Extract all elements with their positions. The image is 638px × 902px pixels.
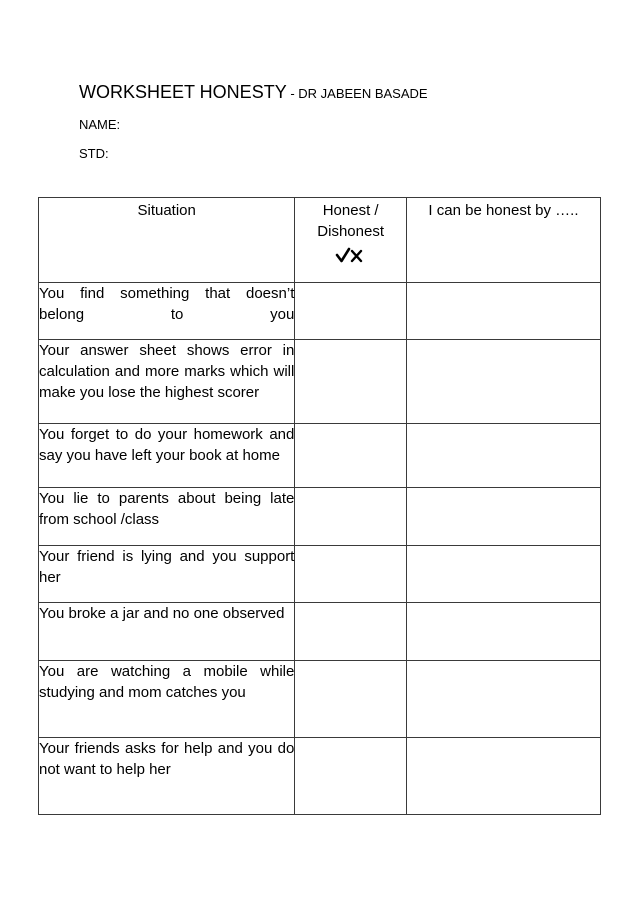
situation-header-label: Situation xyxy=(137,202,196,219)
honest-dishonest-answer-cell[interactable] xyxy=(295,340,407,424)
honest-dishonest-answer-cell[interactable] xyxy=(295,488,407,546)
can-be-honest-header-label: I can be honest by ….. xyxy=(428,202,579,219)
table-row xyxy=(39,546,601,603)
column-header-situation xyxy=(39,198,295,283)
situation-cell: You find something that doesn’t belong to you xyxy=(39,283,295,340)
can-be-honest-answer-cell[interactable] xyxy=(406,546,600,603)
worksheet-header xyxy=(79,82,428,104)
honest-dishonest-answer-cell[interactable] xyxy=(295,546,407,603)
title-separator: - xyxy=(286,86,299,101)
honest-dishonest-answer-cell[interactable] xyxy=(295,283,407,340)
honest-dishonest-answer-cell[interactable] xyxy=(295,738,407,815)
worksheet-title: WORKSHEET HONESTY xyxy=(79,82,287,102)
honest-dishonest-answer-cell[interactable] xyxy=(295,661,407,738)
std-label: STD: xyxy=(79,146,109,161)
situation-cell: Your friends asks for help and you do not want to help her xyxy=(39,738,295,815)
name-label: NAME: xyxy=(79,117,121,132)
table-row xyxy=(39,340,601,424)
can-be-honest-answer-cell[interactable] xyxy=(406,603,600,661)
honest-dishonest-header-label: Honest / Dishonest xyxy=(317,202,384,240)
can-be-honest-answer-cell[interactable] xyxy=(406,661,600,738)
table-row xyxy=(39,488,601,546)
cross-mark-icon xyxy=(352,251,361,261)
table-row xyxy=(39,283,601,340)
check-mark-icon xyxy=(337,249,349,261)
honest-dishonest-answer-cell[interactable] xyxy=(295,424,407,488)
table-row xyxy=(39,661,601,738)
situation-cell: You are watching a mobile while studying and mom catches you xyxy=(39,661,295,738)
can-be-honest-answer-cell[interactable] xyxy=(406,283,600,340)
tick-cross-icons xyxy=(295,246,404,266)
honesty-table xyxy=(38,197,601,815)
can-be-honest-answer-cell[interactable] xyxy=(406,340,600,424)
situation-cell: You broke a jar and no one observed xyxy=(39,603,295,661)
table-row xyxy=(39,738,601,815)
can-be-honest-answer-cell[interactable] xyxy=(406,738,600,815)
can-be-honest-answer-cell[interactable] xyxy=(406,488,600,546)
situation-cell: You lie to parents about being late from school /class xyxy=(39,488,295,546)
column-header-honest-dishonest xyxy=(295,198,407,283)
honest-dishonest-answer-cell[interactable] xyxy=(295,603,407,661)
table-row xyxy=(39,424,601,488)
situation-cell: You forget to do your homework and say you have left your book at home xyxy=(39,424,295,488)
can-be-honest-answer-cell[interactable] xyxy=(406,424,600,488)
situation-cell: Your friend is lying and you support her xyxy=(39,546,295,603)
table-row xyxy=(39,603,601,661)
situation-cell: Your answer sheet shows error in calculation and more marks which will make you lose the highest scorer xyxy=(39,340,295,424)
table-header-row xyxy=(39,198,601,283)
column-header-can-be-honest xyxy=(406,198,600,283)
worksheet-title-line xyxy=(79,82,428,104)
author-name: DR JABEEN BASADE xyxy=(298,86,428,101)
